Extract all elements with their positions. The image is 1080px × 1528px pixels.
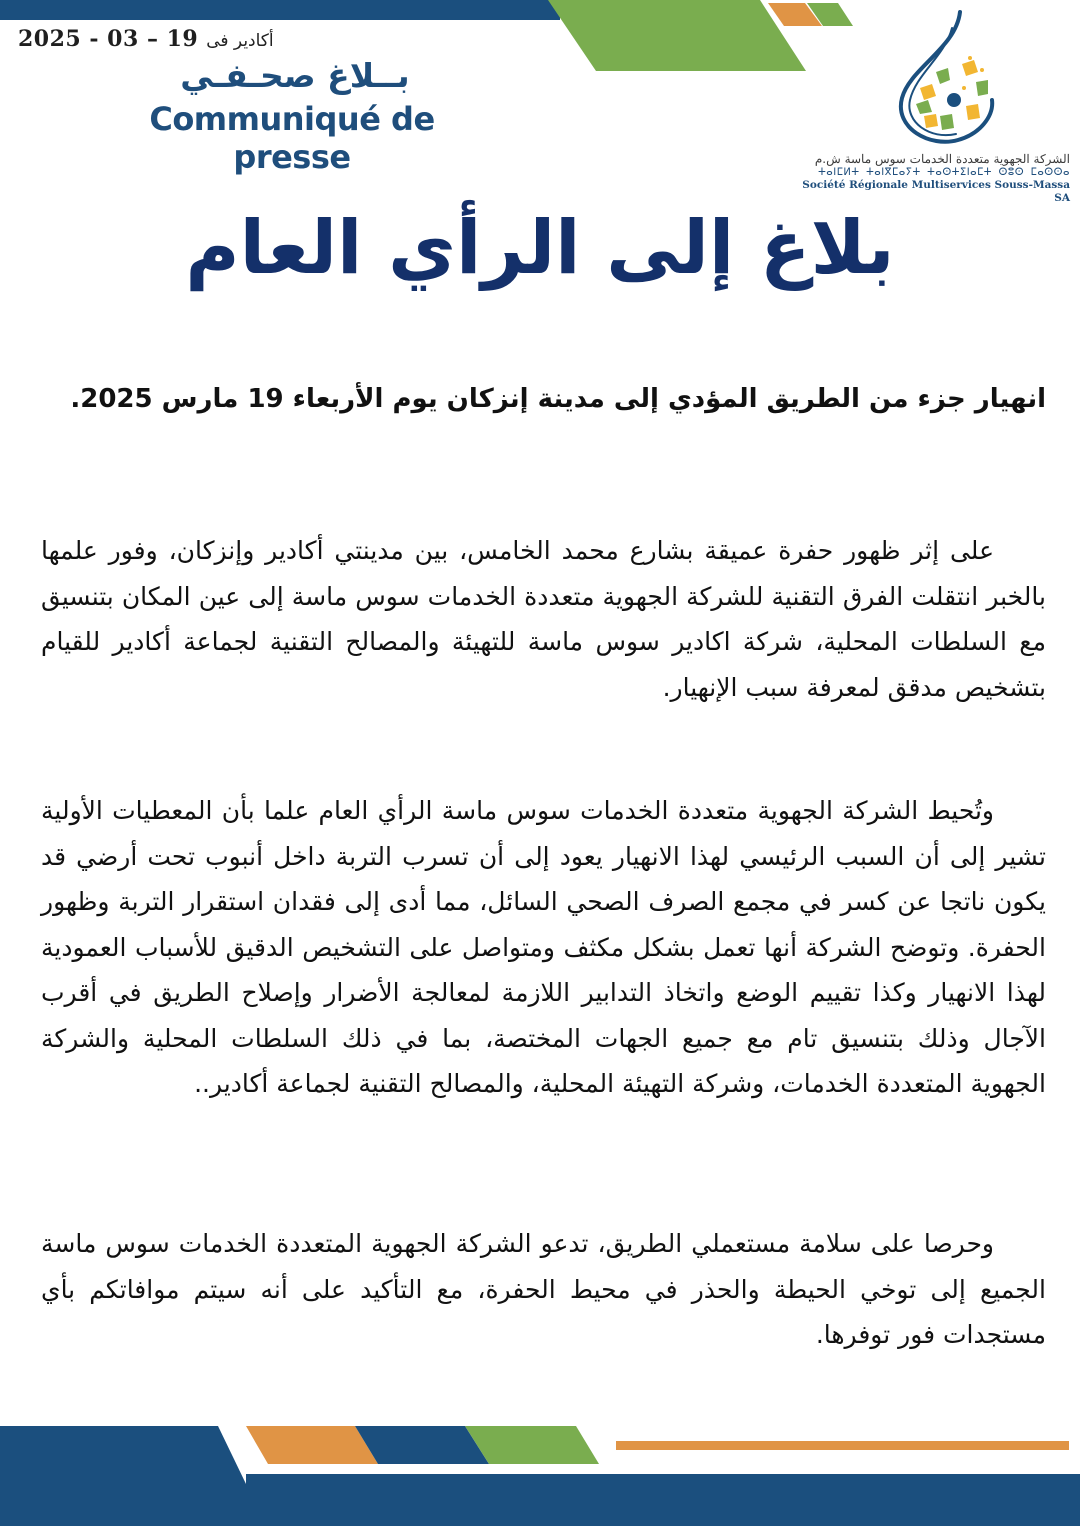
document-headline: انهيار جزء من الطريق المؤدي إلى مدينة إنزكان يوم الأربعاء 19 مارس 2025. (70, 384, 1046, 414)
bottom-orange-line (616, 1441, 1069, 1450)
body-paragraph: وحرصا على سلامة مستعملي الطريق، تدعو الشركة الجهوية المتعددة الخدمات سوس ماسة الجميع إلى توخي الحيطة والحذر في محيط الحفرة، مع التأكيد على أنه سيتم موافاتكم بأي مستجدات فور توفرها. (41, 1229, 1046, 1349)
top-green-parallelogram (548, 0, 806, 71)
bottom-blue-block-left (0, 1426, 246, 1484)
top-blue-bar (0, 0, 560, 20)
bottom-blue-bar-extension (246, 1474, 1080, 1484)
body-paragraph: وتُحيط الشركة الجهوية متعددة الخدمات سوس ماسة الرأي العام علما بأن المعطيات الأولية تشير إلى أن السبب الرئيسي لهذا الانهيار يعود إلى أن تسرب التربة داخل أنبوب تحت أرضي قد يكون ناتجا عن كسر في مجمع الصرف الصحي السائل، مما أدى إلى فقدان استقرار التربة وظهور الحفرة. وتوضح الشركة أنها تعمل بشكل مكثف ومتواصل على التشخيص الدقيق للأسباب العمودية لهذا الانهيار وكذا تقييم الوضع واتخاذ التدابير اللازمة لمعالجة الأضرار وإصلاح الطريق في أقرب الآجال وذلك بتنسيق تام مع جميع الجهات المختصة، بما في ذلك السلطات المحلية والشركة الجهوية المتعددة الخدمات، وشركة التهيئة المحلية، والمصالح التقنية لجماعة أكادير.. (41, 796, 1046, 1098)
bottom-blue-bar (0, 1484, 1080, 1526)
document-title: بلاغ إلى الرأي العام (185, 205, 895, 291)
bottom-decoration-band (0, 1410, 1080, 1528)
company-name-tifinagh: ⵜⴰⵏⵎⵍⵜ ⵜⴰⵏⴳⵎⴰⵢⵜ ⵜⴰⵙⵜⵉⵏⴰⵎⵜ ⵙⵓⵙ ⵎⴰⵙⵙⴰ (818, 167, 1070, 178)
date-line (18, 26, 274, 56)
company-name-ar: الشركة الجهوية متعددة الخدمات سوس ماسة ش.م (814, 152, 1070, 166)
company-name-block (800, 152, 1070, 205)
press-release-label-fr: Communiqué de presse (149, 100, 435, 176)
body-paragraph: على إثر ظهور حفرة عميقة بشارع محمد الخامس، بين مدينتي أكادير وإنزكان، وفور علمها بالخبر انتقلت الفرق التقنية للشركة الجهوية متعددة الخدمات سوس ماسة إلى عين المكان بتنسيق مع السلطات المحلية، شركة اكادير سوس ماسة للتهيئة والمصالح التقنية لجماعة أكادير للقيام بتشخيص مدقق لمعرفة سبب الإنهيار. (41, 536, 1046, 702)
press-release-label-ar: بــلاغ صحـفـي (180, 56, 410, 95)
date-place: أكادير فى (206, 31, 274, 51)
bottom-orange-parallelogram (246, 1426, 378, 1464)
star-ornament (916, 56, 988, 130)
date: 2025 - 03 – 19 (18, 26, 199, 52)
company-logo (890, 8, 1000, 150)
company-name-fr: Société Régionale Multiservices Souss-Massa SA (802, 179, 1070, 204)
